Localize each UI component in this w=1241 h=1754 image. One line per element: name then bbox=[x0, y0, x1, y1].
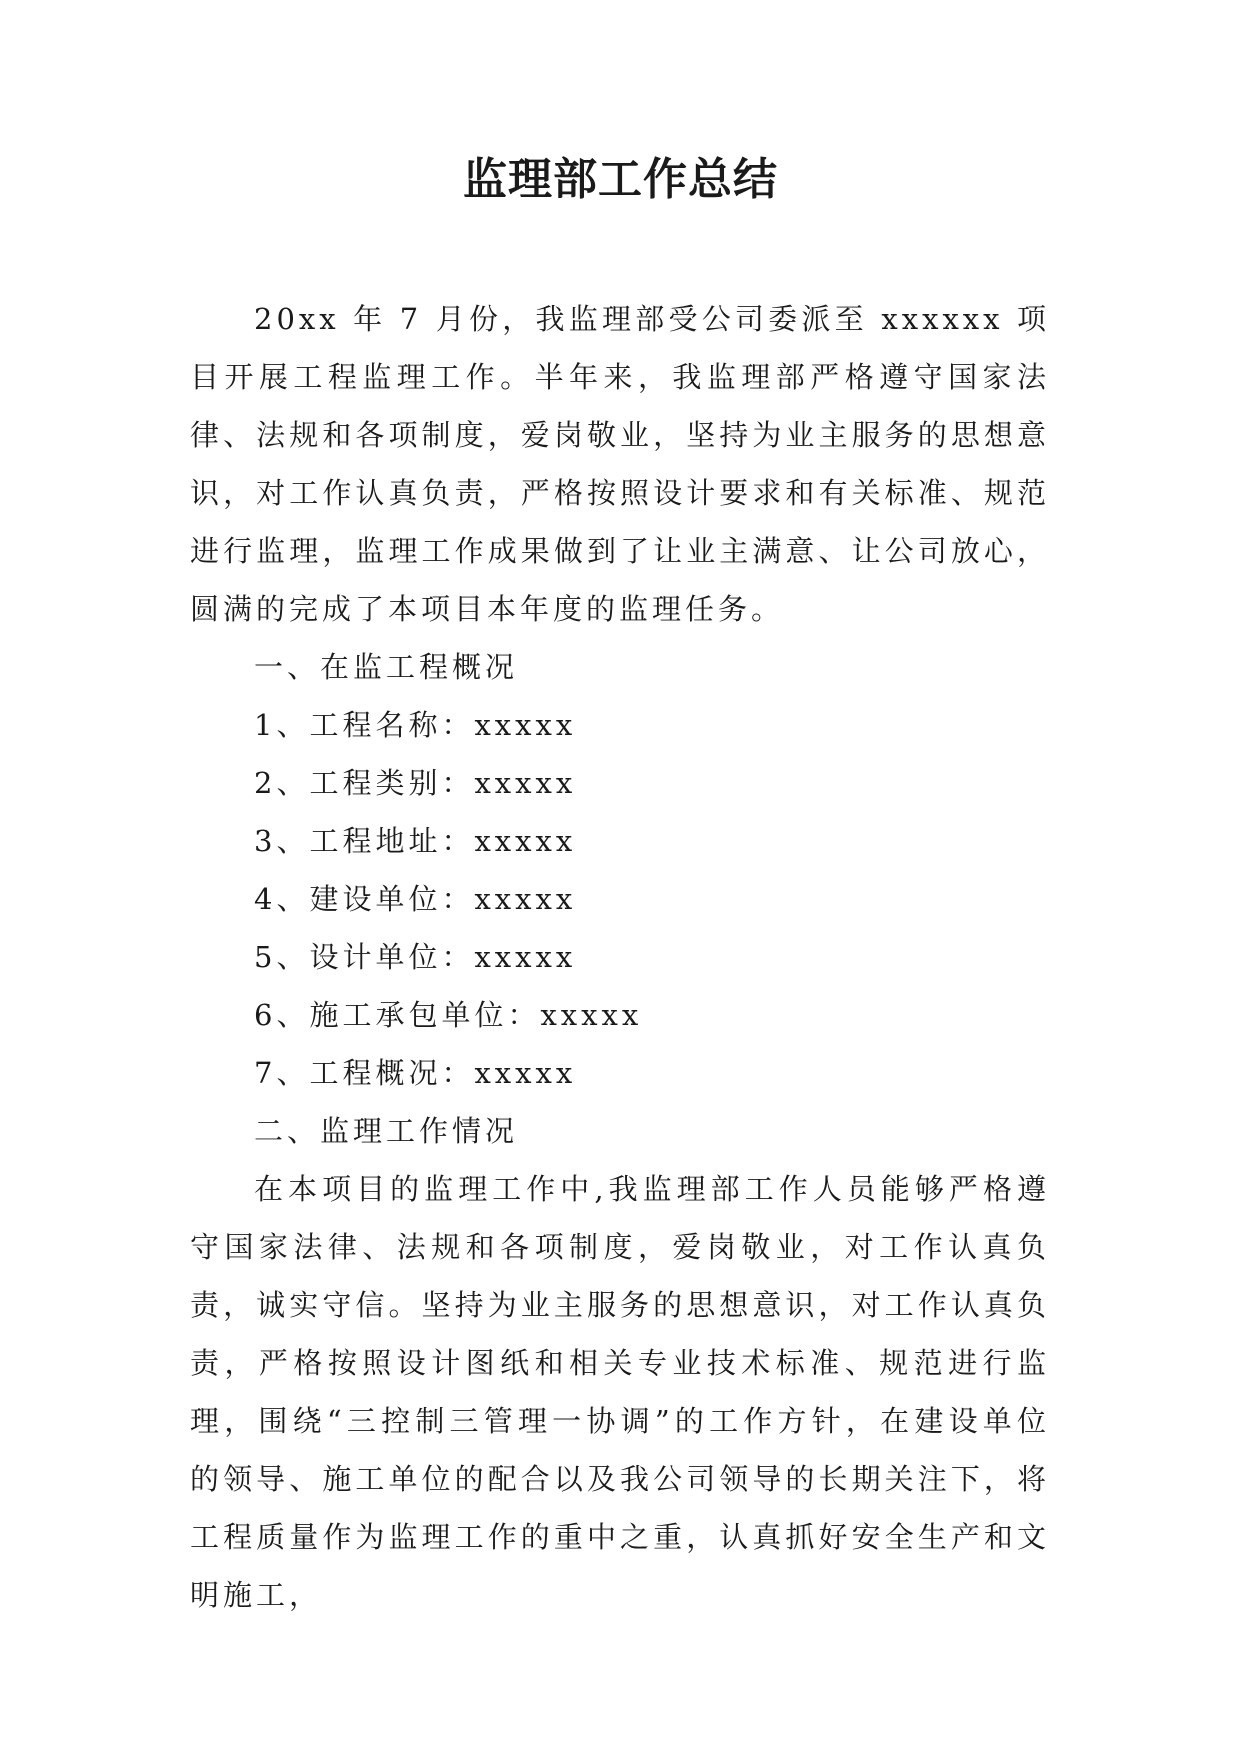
body-paragraph: 在本项目的监理工作中,我监理部工作人员能够严格遵守国家法律、法规和各项制度，爱岗敬业，对工作认真负责，诚实守信。坚持为业主服务的思想意识，对工作认真负责，严格按照设计图纸和相关专业技术标准、规范进行监理，围绕“三控制三管理一协调”的工作方针，在建设单位的领导、施工单位的配合以及我公司领导的长期关注下，将工程质量作为监理工作的重中之重，认真抓好安全生产和文明施工， bbox=[190, 1172, 1050, 1612]
list-item: 3、工程地址：xxxxx bbox=[254, 824, 577, 858]
section-heading-2: 二、监理工作情况 bbox=[254, 1114, 519, 1148]
list-item: 5、设计单位：xxxxx bbox=[254, 940, 577, 974]
list-item: 1、工程名称：xxxxx bbox=[254, 708, 577, 742]
document-body bbox=[190, 290, 1050, 1624]
section-heading-1: 一、在监工程概况 bbox=[254, 650, 519, 684]
intro-paragraph: 20xx 年 7 月份，我监理部受公司委派至 xxxxxx 项目开展工程监理工作。半年来，我监理部严格遵守国家法律、法规和各项制度，爱岗敬业，坚持为业主服务的思想意识，对工作认真负责，严格按照设计要求和有关标准、规范进行监理，监理工作成果做到了让业主满意、让公司放心，圆满的完成了本项目本年度的监理任务。 bbox=[190, 302, 1050, 626]
list-item: 4、建设单位：xxxxx bbox=[254, 882, 577, 916]
document-title: 监理部工作总结 bbox=[463, 154, 778, 205]
list-item: 2、工程类别：xxxxx bbox=[254, 766, 577, 800]
list-item: 6、施工承包单位：xxxxx bbox=[254, 998, 643, 1032]
list-item: 7、工程概况：xxxxx bbox=[254, 1056, 577, 1090]
